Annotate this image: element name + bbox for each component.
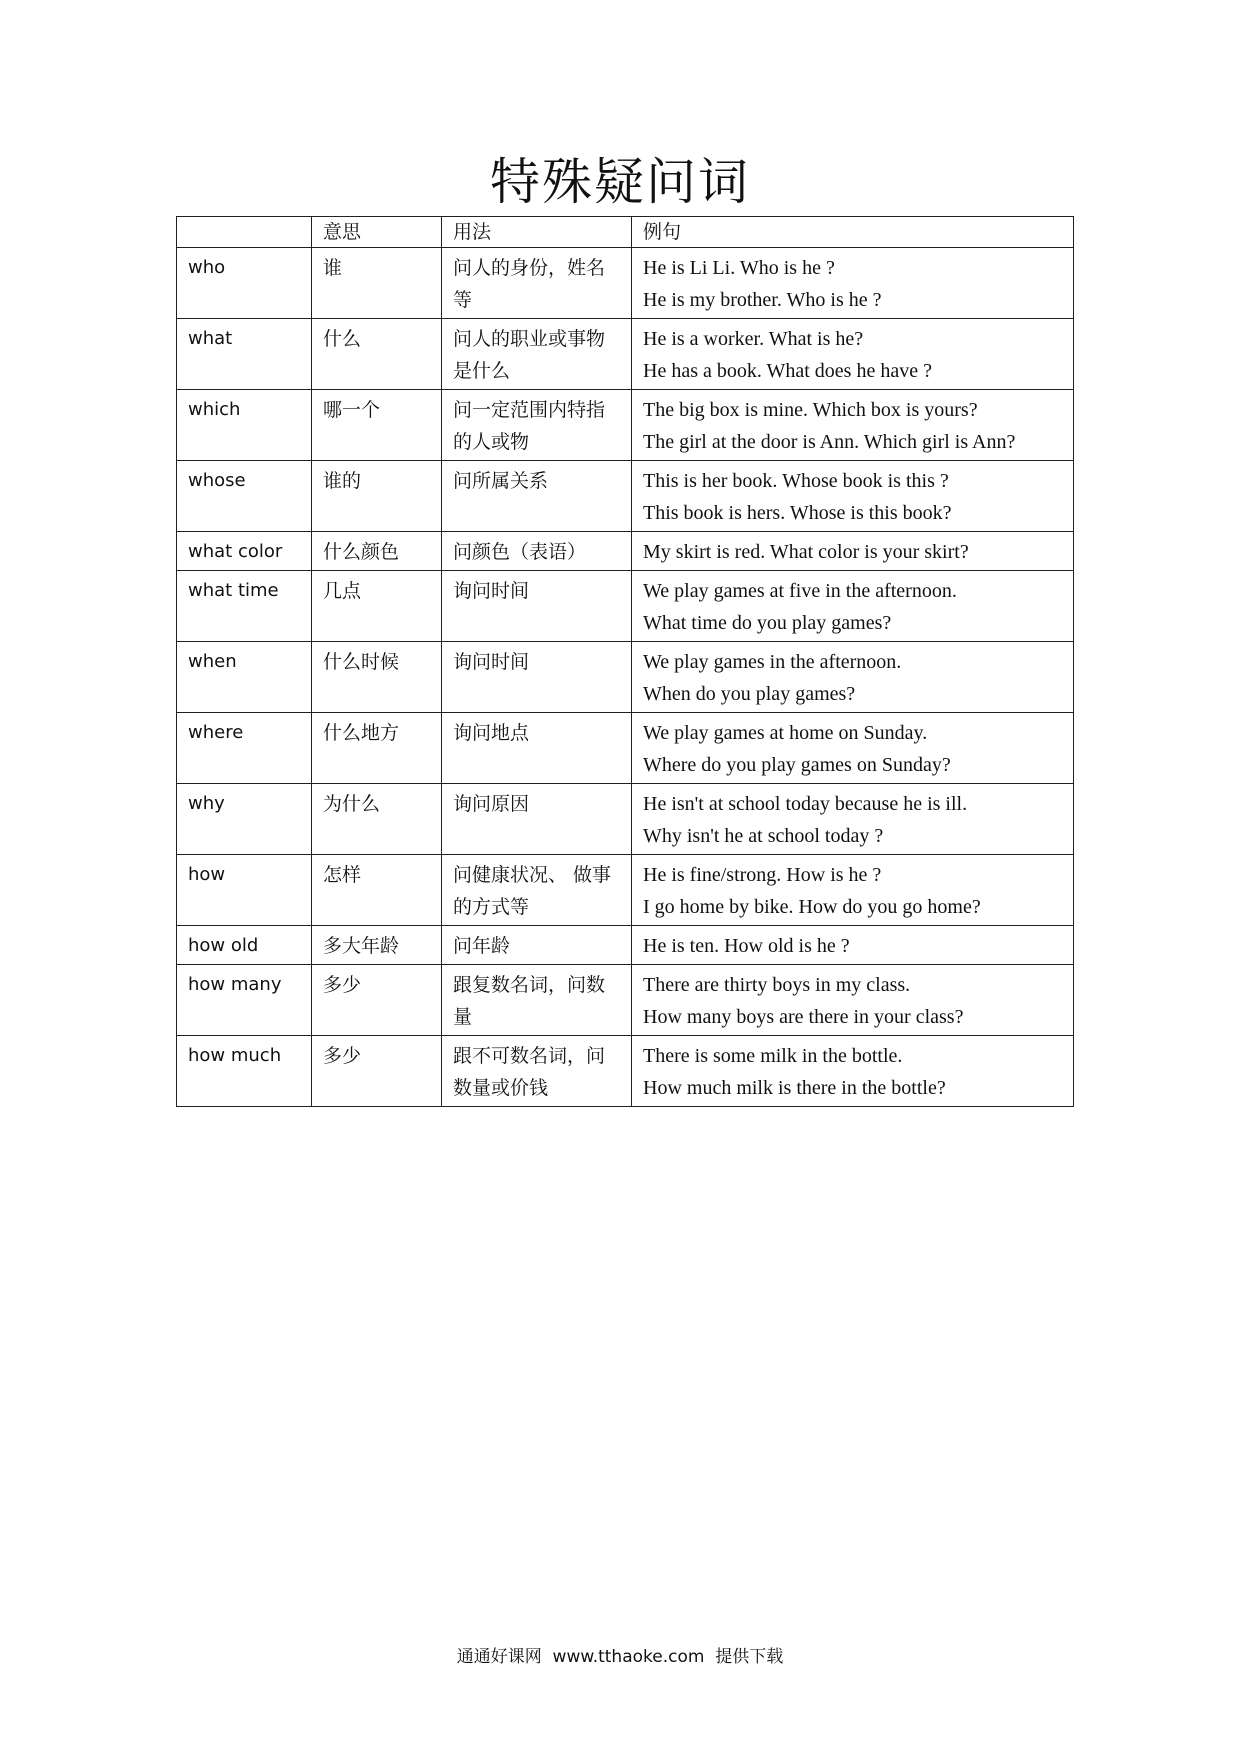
table-row: [177, 571, 1074, 642]
example-cell: [632, 965, 1074, 1036]
question-word-cell: how: [177, 855, 312, 926]
question-word-cell: what color: [177, 532, 312, 571]
page-title: 特殊疑问词: [490, 153, 750, 211]
question-words-table: [176, 216, 1074, 1107]
header-word: [177, 217, 312, 248]
meaning-cell: 谁的: [312, 461, 442, 532]
usage-cell: 问健康状况、 做事的方式等: [442, 855, 632, 926]
header-meaning: 意思: [312, 217, 442, 248]
usage-cell: 跟复数名词，问数量: [442, 965, 632, 1036]
question-word-cell: how much: [177, 1036, 312, 1107]
example-sentence: We play games in the afternoon.: [643, 651, 902, 673]
usage-cell: 询问时间: [442, 571, 632, 642]
meaning-cell: 什么时候: [312, 642, 442, 713]
example-sentence: He isn't at school today because he is ill.: [643, 793, 968, 815]
example-sentence: We play games at home on Sunday.: [643, 722, 928, 744]
question-word-cell: how old: [177, 926, 312, 965]
table-body: [177, 217, 1074, 1107]
example-sentence: He is ten. How old is he ?: [643, 935, 850, 957]
header-usage: 用法: [442, 217, 632, 248]
example-sentence: How many boys are there in your class?: [643, 1006, 964, 1028]
table-row: [177, 1036, 1074, 1107]
example-cell: [632, 319, 1074, 390]
usage-cell: 问年龄: [442, 926, 632, 965]
example-cell: [632, 571, 1074, 642]
example-sentence: He is my brother. Who is he ?: [643, 289, 882, 311]
example-sentence: He is Li Li. Who is he ?: [643, 257, 835, 279]
meaning-cell: 多少: [312, 965, 442, 1036]
question-word-cell: how many: [177, 965, 312, 1036]
meaning-cell: 谁: [312, 248, 442, 319]
example-cell: [632, 1036, 1074, 1107]
example-sentence: He has a book. What does he have ?: [643, 360, 932, 382]
table-row: [177, 532, 1074, 571]
example-cell: [632, 461, 1074, 532]
example-sentence: The girl at the door is Ann. Which girl is Ann?: [643, 431, 1016, 453]
example-sentence: When do you play games?: [643, 683, 856, 705]
table-row: [177, 319, 1074, 390]
question-word-cell: which: [177, 390, 312, 461]
example-sentence: We play games at five in the afternoon.: [643, 580, 957, 602]
usage-cell: 问所属关系: [442, 461, 632, 532]
example-cell: [632, 855, 1074, 926]
meaning-cell: 多少: [312, 1036, 442, 1107]
example-cell: [632, 532, 1074, 571]
example-sentence: I go home by bike. How do you go home?: [643, 896, 981, 918]
example-sentence: The big box is mine. Which box is yours?: [643, 399, 978, 421]
usage-cell: 问人的身份，姓名等: [442, 248, 632, 319]
example-sentence: There are thirty boys in my class.: [643, 974, 911, 996]
example-cell: [632, 784, 1074, 855]
meaning-cell: 什么颜色: [312, 532, 442, 571]
table-row: [177, 390, 1074, 461]
example-sentence: He is a worker. What is he?: [643, 328, 864, 350]
question-word-cell: whose: [177, 461, 312, 532]
usage-cell: 询问时间: [442, 642, 632, 713]
meaning-cell: 怎样: [312, 855, 442, 926]
footer-credit: 通通好课网 www.tthaoke.com 提供下载: [456, 1647, 784, 1667]
usage-cell: 问颜色（表语）: [442, 532, 632, 571]
table-row: [177, 248, 1074, 319]
meaning-cell: 哪一个: [312, 390, 442, 461]
example-sentence: He is fine/strong. How is he ?: [643, 864, 882, 886]
example-sentence: How much milk is there in the bottle?: [643, 1077, 946, 1099]
example-sentence: This is her book. Whose book is this ?: [643, 470, 949, 492]
question-word-cell: where: [177, 713, 312, 784]
question-word-cell: who: [177, 248, 312, 319]
header-example: 例句: [632, 217, 1074, 248]
table-header-row: [177, 217, 1074, 248]
example-sentence: There is some milk in the bottle.: [643, 1045, 903, 1067]
usage-cell: 问一定范围内特指的人或物: [442, 390, 632, 461]
example-cell: [632, 642, 1074, 713]
example-sentence: Why isn't he at school today ?: [643, 825, 884, 847]
example-cell: [632, 926, 1074, 965]
meaning-cell: 几点: [312, 571, 442, 642]
table-row: [177, 642, 1074, 713]
example-sentence: This book is hers. Whose is this book?: [643, 502, 952, 524]
example-cell: [632, 248, 1074, 319]
question-word-cell: what: [177, 319, 312, 390]
table-row: [177, 713, 1074, 784]
table-row: [177, 784, 1074, 855]
usage-cell: 问人的职业或事物是什么: [442, 319, 632, 390]
table-row: [177, 926, 1074, 965]
meaning-cell: 多大年龄: [312, 926, 442, 965]
example-cell: [632, 390, 1074, 461]
question-word-cell: what time: [177, 571, 312, 642]
meaning-cell: 什么地方: [312, 713, 442, 784]
usage-cell: 询问原因: [442, 784, 632, 855]
usage-cell: 询问地点: [442, 713, 632, 784]
example-cell: [632, 713, 1074, 784]
meaning-cell: 为什么: [312, 784, 442, 855]
table-row: [177, 855, 1074, 926]
question-word-cell: why: [177, 784, 312, 855]
example-sentence: My skirt is red. What color is your skirt?: [643, 541, 969, 563]
table-row: [177, 965, 1074, 1036]
question-word-cell: when: [177, 642, 312, 713]
example-sentence: Where do you play games on Sunday?: [643, 754, 951, 776]
usage-cell: 跟不可数名词，问数量或价钱: [442, 1036, 632, 1107]
example-sentence: What time do you play games?: [643, 612, 892, 634]
table-row: [177, 461, 1074, 532]
meaning-cell: 什么: [312, 319, 442, 390]
